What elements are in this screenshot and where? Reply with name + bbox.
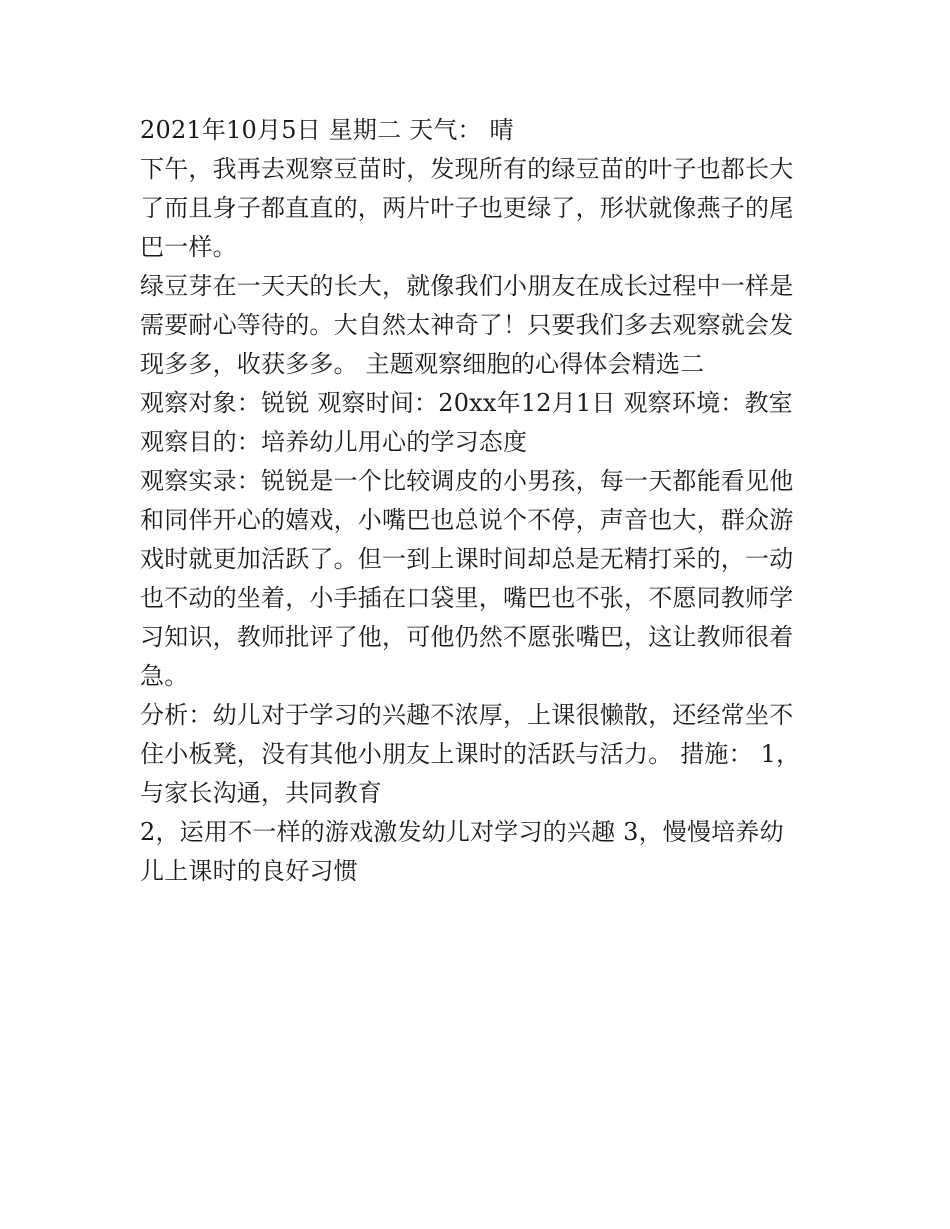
- paragraph-line: 现多多，收获多多。 主题观察细胞的心得体会精选二: [140, 350, 705, 378]
- paragraph-line: 住小板凳，没有其他小朋友上课时的活跃与活力。 措施： 1，: [140, 740, 801, 768]
- paragraph-line: 和同伴开心的嬉戏，小嘴巴也总说个不停，声音也大，群众游: [140, 506, 794, 534]
- measures-line: 2，运用不一样的游戏激发幼儿对学习的兴趣 3，慢慢培养幼: [140, 818, 784, 846]
- diary-date-line: 2021年10月5日 星期二 天气： 晴: [140, 116, 514, 144]
- paragraph-line: 巴一样。: [140, 233, 237, 261]
- paragraph-line: 下午，我再去观察豆苗时，发现所有的绿豆苗的叶子也都长大: [140, 155, 794, 183]
- paragraph-line: 也不动的坐着，小手插在口袋里，嘴巴也不张，不愿同教师学: [140, 584, 794, 612]
- paragraph-line: 了而且身子都直直的，两片叶子也更绿了，形状就像燕子的尾: [140, 194, 794, 222]
- paragraph-line: 戏时就更加活跃了。但一到上课时间却总是无精打采的，一动: [140, 545, 794, 573]
- observation-subject-line: 观察对象：锐锐 观察时间：20xx年12月1日 观察环境：教室: [140, 389, 793, 417]
- paragraph-line: 儿上课时的良好习惯: [140, 857, 358, 885]
- paragraph-line: 绿豆芽在一天天的长大，就像我们小朋友在成长过程中一样是: [140, 272, 794, 300]
- paragraph-line: 与家长沟通，共同教育: [140, 779, 382, 807]
- paragraph-line: 急。: [140, 662, 189, 690]
- document-body: [140, 111, 820, 891]
- observation-goal-line: 观察目的：培养幼儿用心的学习态度: [140, 428, 528, 456]
- observation-record-line: 观察实录：锐锐是一个比较调皮的小男孩，每一天都能看见他: [140, 467, 794, 495]
- paragraph-line: 需要耐心等待的。大自然太神奇了！只要我们多去观察就会发: [140, 311, 794, 339]
- analysis-line: 分析：幼儿对于学习的兴趣不浓厚，上课很懒散，还经常坐不: [140, 701, 794, 729]
- paragraph-line: 习知识，教师批评了他，可他仍然不愿张嘴巴，这让教师很着: [140, 623, 794, 651]
